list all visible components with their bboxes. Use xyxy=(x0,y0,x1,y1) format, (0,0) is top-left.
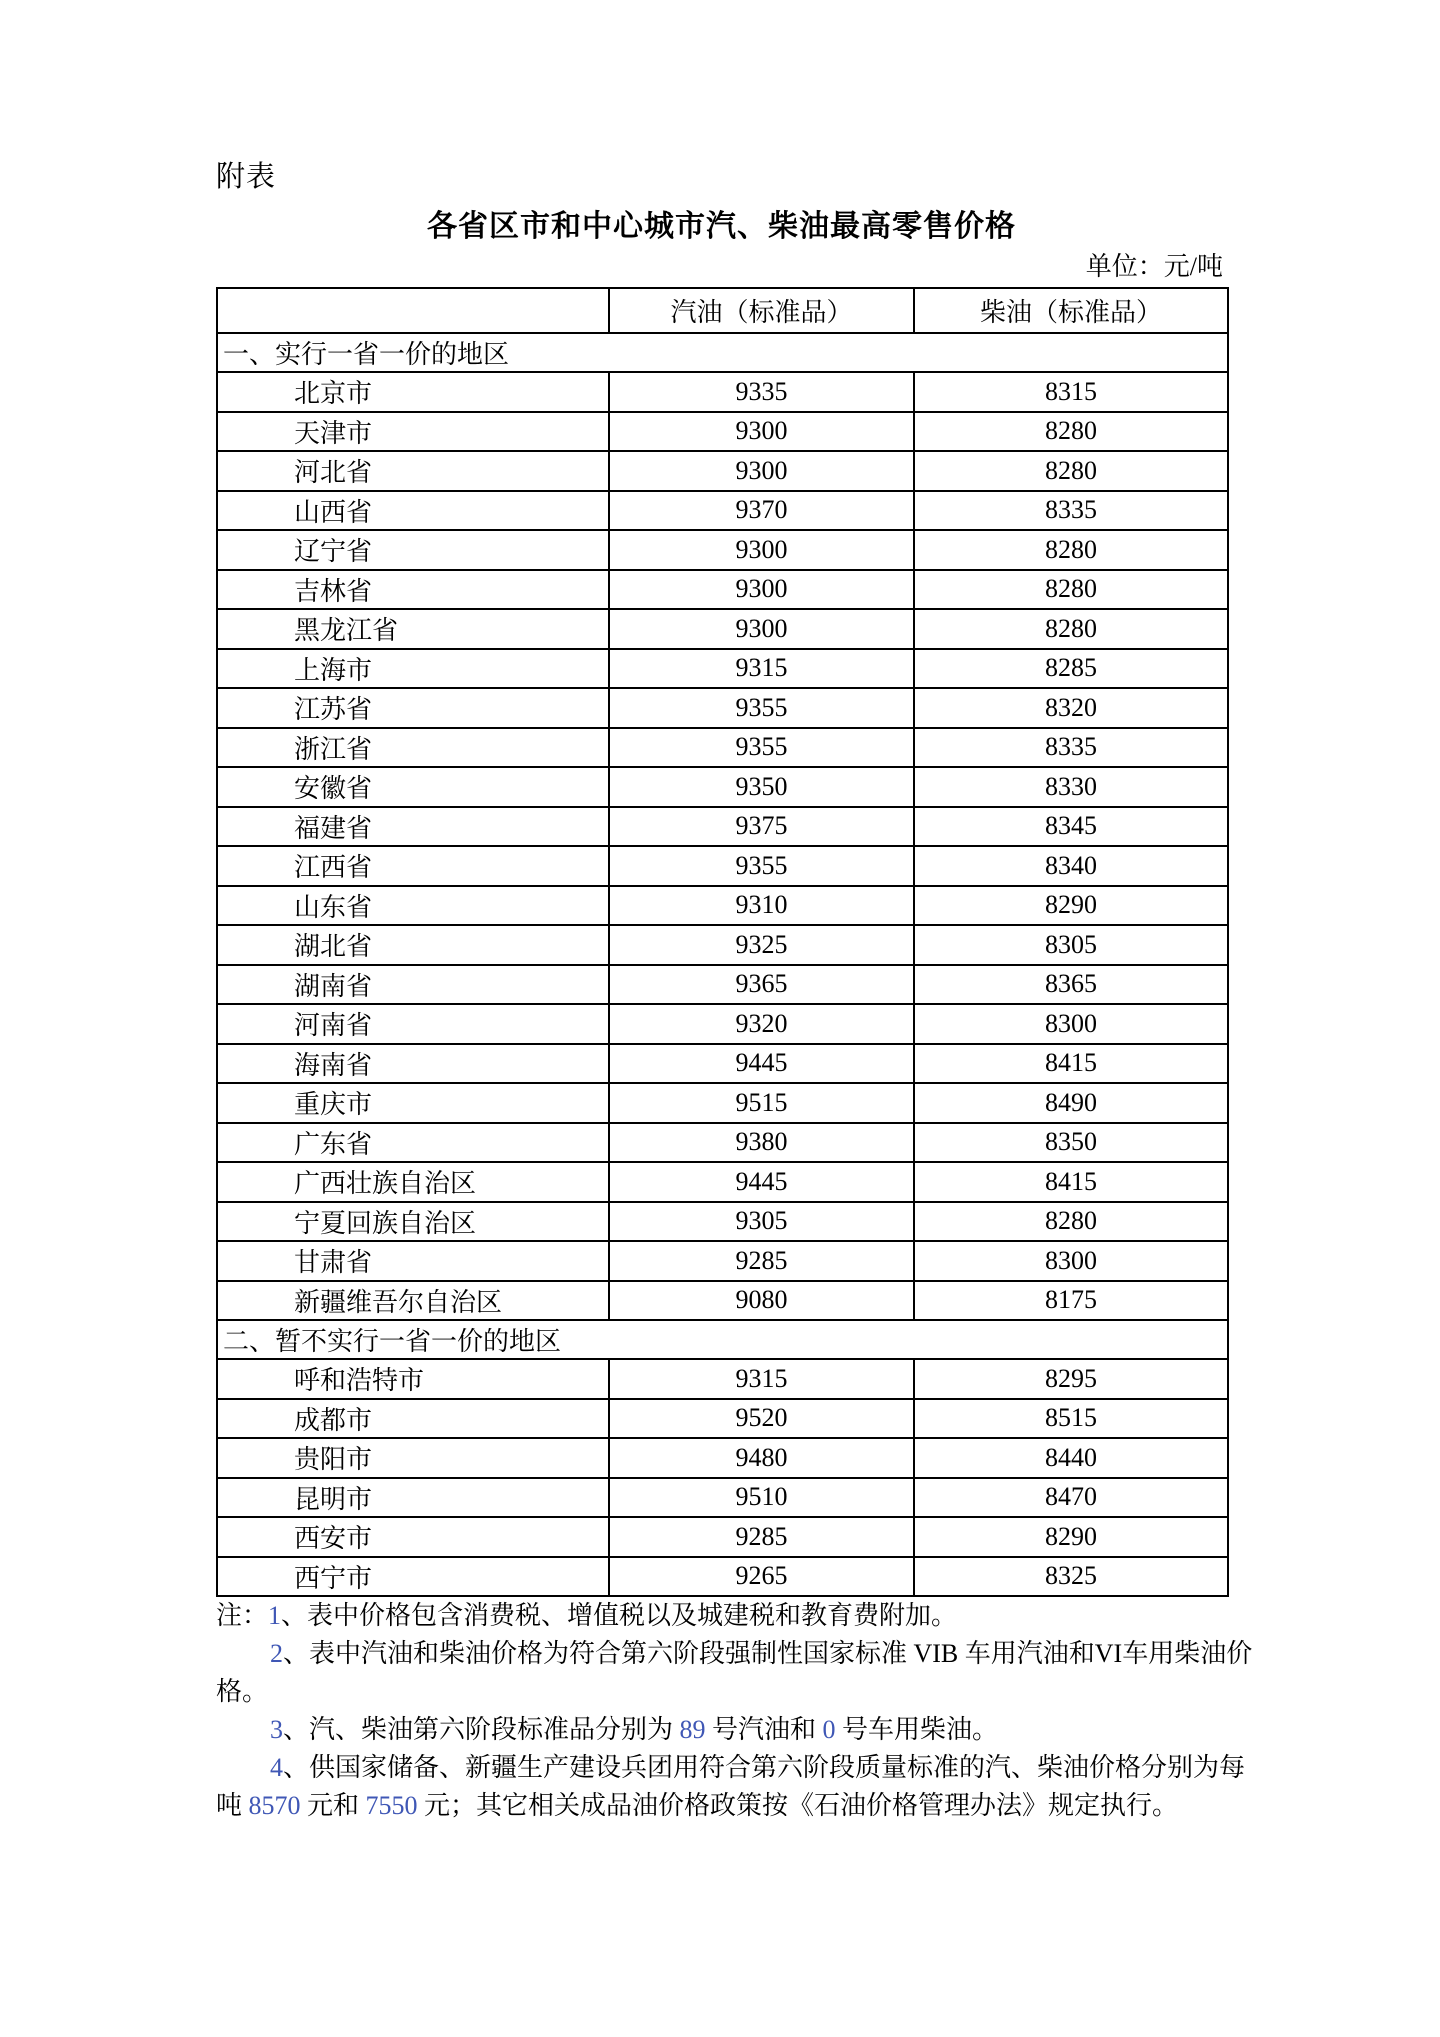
diesel-price-cell: 8280 xyxy=(914,570,1228,610)
table-row xyxy=(217,1004,1228,1044)
region-cell: 新疆维吾尔自治区 xyxy=(217,1281,609,1321)
note-text: 元；其它相关成品油价格政策按《石油价格管理办法》规定执行。 xyxy=(417,1791,1179,1820)
diesel-price-cell: 8335 xyxy=(914,728,1228,768)
region-cell: 江西省 xyxy=(217,846,609,886)
table-row xyxy=(217,491,1228,531)
gasoline-price-cell: 9480 xyxy=(609,1438,914,1478)
note-text: 格。 xyxy=(216,1677,269,1706)
region-cell: 上海市 xyxy=(217,649,609,689)
gasoline-price-cell: 9325 xyxy=(609,925,914,965)
gasoline-price-cell: 9285 xyxy=(609,1241,914,1281)
header-diesel-cell: 柴油（标准品） xyxy=(914,288,1228,333)
unit-label: 单位：元/吨 xyxy=(1085,252,1223,281)
gasoline-price-cell: 9355 xyxy=(609,688,914,728)
diesel-price-cell: 8280 xyxy=(914,1202,1228,1242)
diesel-price-cell: 8290 xyxy=(914,1517,1228,1557)
table-row xyxy=(217,1123,1228,1163)
gasoline-price-cell: 9320 xyxy=(609,1004,914,1044)
table-row xyxy=(217,609,1228,649)
table-row xyxy=(217,1162,1228,1202)
gasoline-price-cell: 9520 xyxy=(609,1399,914,1439)
note-text: 号汽油和 xyxy=(705,1715,823,1744)
region-cell: 福建省 xyxy=(217,807,609,847)
section-header-row xyxy=(217,333,1228,372)
table-row xyxy=(217,1517,1228,1557)
gasoline-price-cell: 9080 xyxy=(609,1281,914,1321)
region-cell: 河南省 xyxy=(217,1004,609,1044)
gasoline-price-cell: 9310 xyxy=(609,886,914,926)
gasoline-price-cell: 9380 xyxy=(609,1123,914,1163)
diesel-price-cell: 8470 xyxy=(914,1478,1228,1518)
region-cell: 吉林省 xyxy=(217,570,609,610)
diesel-price-cell: 8280 xyxy=(914,412,1228,452)
region-cell: 湖北省 xyxy=(217,925,609,965)
table-row xyxy=(217,372,1228,412)
table-row xyxy=(217,688,1228,728)
gasoline-price-cell: 9355 xyxy=(609,728,914,768)
gasoline-price-cell: 9300 xyxy=(609,570,914,610)
gasoline-price-cell: 9335 xyxy=(609,372,914,412)
note-line xyxy=(216,1749,1246,1787)
table-row xyxy=(217,1083,1228,1123)
diesel-price-cell: 8335 xyxy=(914,491,1228,531)
table-row xyxy=(217,807,1228,847)
diesel-price-cell: 8515 xyxy=(914,1399,1228,1439)
section-header-label: 一、实行一省一价的地区 xyxy=(217,333,1228,372)
note-text: 、表中价格包含消费税、增值税以及城建税和教育费附加。 xyxy=(281,1601,958,1630)
table-row xyxy=(217,1044,1228,1084)
table-row xyxy=(217,530,1228,570)
note-line xyxy=(216,1787,1236,1825)
gasoline-price-cell: 9510 xyxy=(609,1478,914,1518)
diesel-price-cell: 8350 xyxy=(914,1123,1228,1163)
table-row xyxy=(217,1478,1228,1518)
region-cell: 山东省 xyxy=(217,886,609,926)
gasoline-price-cell: 9315 xyxy=(609,649,914,689)
region-cell: 安徽省 xyxy=(217,767,609,807)
attachment-label: 附表 xyxy=(216,161,277,193)
table-row xyxy=(217,846,1228,886)
diesel-price-cell: 8340 xyxy=(914,846,1228,886)
table-row xyxy=(217,728,1228,768)
region-cell: 西宁市 xyxy=(217,1557,609,1597)
table-row xyxy=(217,1557,1228,1597)
note-text: 、表中汽油和柴油价格为符合第六阶段强制性国家标准 VIB 车用汽油和VI车用柴油价 xyxy=(283,1639,1253,1668)
region-cell: 昆明市 xyxy=(217,1478,609,1518)
notes xyxy=(216,1597,1253,1825)
diesel-price-cell: 8440 xyxy=(914,1438,1228,1478)
gasoline-price-cell: 9375 xyxy=(609,807,914,847)
diesel-price-cell: 8300 xyxy=(914,1241,1228,1281)
gasoline-price-cell: 9370 xyxy=(609,491,914,531)
note-number: 89 xyxy=(679,1715,706,1744)
note-text: 、汽、柴油第六阶段标准品分别为 xyxy=(283,1715,680,1744)
gasoline-price-cell: 9305 xyxy=(609,1202,914,1242)
section-header-label: 二、暂不实行一省一价的地区 xyxy=(217,1320,1228,1359)
region-cell: 海南省 xyxy=(217,1044,609,1084)
diesel-price-cell: 8280 xyxy=(914,451,1228,491)
table-header-row xyxy=(217,288,1228,333)
header-gasoline-cell: 汽油（标准品） xyxy=(609,288,914,333)
region-cell: 山西省 xyxy=(217,491,609,531)
region-cell: 辽宁省 xyxy=(217,530,609,570)
gasoline-price-cell: 9445 xyxy=(609,1162,914,1202)
region-cell: 湖南省 xyxy=(217,965,609,1005)
gasoline-price-cell: 9300 xyxy=(609,451,914,491)
gasoline-price-cell: 9315 xyxy=(609,1359,914,1399)
price-table xyxy=(216,287,1229,1597)
diesel-price-cell: 8290 xyxy=(914,886,1228,926)
diesel-price-cell: 8175 xyxy=(914,1281,1228,1321)
table-row xyxy=(217,1281,1228,1321)
region-cell: 甘肃省 xyxy=(217,1241,609,1281)
table-row xyxy=(217,1438,1228,1478)
table-row xyxy=(217,1241,1228,1281)
diesel-price-cell: 8325 xyxy=(914,1557,1228,1597)
region-cell: 西安市 xyxy=(217,1517,609,1557)
diesel-price-cell: 8285 xyxy=(914,649,1228,689)
diesel-price-cell: 8330 xyxy=(914,767,1228,807)
table-row xyxy=(217,649,1228,689)
diesel-price-cell: 8415 xyxy=(914,1162,1228,1202)
note-number: 4 xyxy=(270,1753,283,1782)
region-cell: 成都市 xyxy=(217,1399,609,1439)
diesel-price-cell: 8295 xyxy=(914,1359,1228,1399)
header-region-cell xyxy=(217,288,609,333)
region-cell: 河北省 xyxy=(217,451,609,491)
diesel-price-cell: 8320 xyxy=(914,688,1228,728)
region-cell: 天津市 xyxy=(217,412,609,452)
note-line xyxy=(216,1597,1236,1635)
region-cell: 北京市 xyxy=(217,372,609,412)
note-number: 3 xyxy=(270,1715,283,1744)
gasoline-price-cell: 9515 xyxy=(609,1083,914,1123)
note-text: 、供国家储备、新疆生产建设兵团用符合第六阶段质量标准的汽、柴油价格分别为每 xyxy=(283,1753,1246,1782)
gasoline-price-cell: 9265 xyxy=(609,1557,914,1597)
gasoline-price-cell: 9350 xyxy=(609,767,914,807)
note-number: 0 xyxy=(822,1715,836,1744)
diesel-price-cell: 8280 xyxy=(914,609,1228,649)
note-text: 注： xyxy=(216,1601,269,1630)
diesel-price-cell: 8305 xyxy=(914,925,1228,965)
table-row xyxy=(217,1202,1228,1242)
note-number: 7550 xyxy=(365,1791,418,1820)
note-line xyxy=(216,1673,1236,1711)
region-cell: 宁夏回族自治区 xyxy=(217,1202,609,1242)
table-row xyxy=(217,925,1228,965)
note-number: 1 xyxy=(268,1601,282,1630)
diesel-price-cell: 8315 xyxy=(914,372,1228,412)
table-row xyxy=(217,767,1228,807)
note-text: 元和 xyxy=(300,1791,366,1820)
page-title: 各省区市和中心城市汽、柴油最高零售价格 xyxy=(427,210,1016,243)
table-row xyxy=(217,886,1228,926)
gasoline-price-cell: 9355 xyxy=(609,846,914,886)
region-cell: 江苏省 xyxy=(217,688,609,728)
diesel-price-cell: 8415 xyxy=(914,1044,1228,1084)
gasoline-price-cell: 9285 xyxy=(609,1517,914,1557)
region-cell: 浙江省 xyxy=(217,728,609,768)
note-number: 2 xyxy=(270,1639,283,1668)
gasoline-price-cell: 9300 xyxy=(609,412,914,452)
note-line xyxy=(216,1635,1253,1673)
diesel-price-cell: 8280 xyxy=(914,530,1228,570)
diesel-price-cell: 8365 xyxy=(914,965,1228,1005)
gasoline-price-cell: 9445 xyxy=(609,1044,914,1084)
table-row xyxy=(217,1359,1228,1399)
region-cell: 广西壮族自治区 xyxy=(217,1162,609,1202)
table-row xyxy=(217,451,1228,491)
region-cell: 广东省 xyxy=(217,1123,609,1163)
table-row xyxy=(217,412,1228,452)
table-row xyxy=(217,965,1228,1005)
region-cell: 黑龙江省 xyxy=(217,609,609,649)
diesel-price-cell: 8345 xyxy=(914,807,1228,847)
region-cell: 重庆市 xyxy=(217,1083,609,1123)
gasoline-price-cell: 9300 xyxy=(609,609,914,649)
note-text: 号车用柴油。 xyxy=(835,1715,999,1744)
diesel-price-cell: 8300 xyxy=(914,1004,1228,1044)
table-row xyxy=(217,570,1228,610)
region-cell: 呼和浩特市 xyxy=(217,1359,609,1399)
diesel-price-cell: 8490 xyxy=(914,1083,1228,1123)
note-number: 8570 xyxy=(248,1791,301,1820)
note-text: 吨 xyxy=(216,1791,249,1820)
table-row xyxy=(217,1399,1228,1439)
note-line xyxy=(216,1711,1236,1749)
section-header-row xyxy=(217,1320,1228,1359)
region-cell: 贵阳市 xyxy=(217,1438,609,1478)
gasoline-price-cell: 9300 xyxy=(609,530,914,570)
gasoline-price-cell: 9365 xyxy=(609,965,914,1005)
